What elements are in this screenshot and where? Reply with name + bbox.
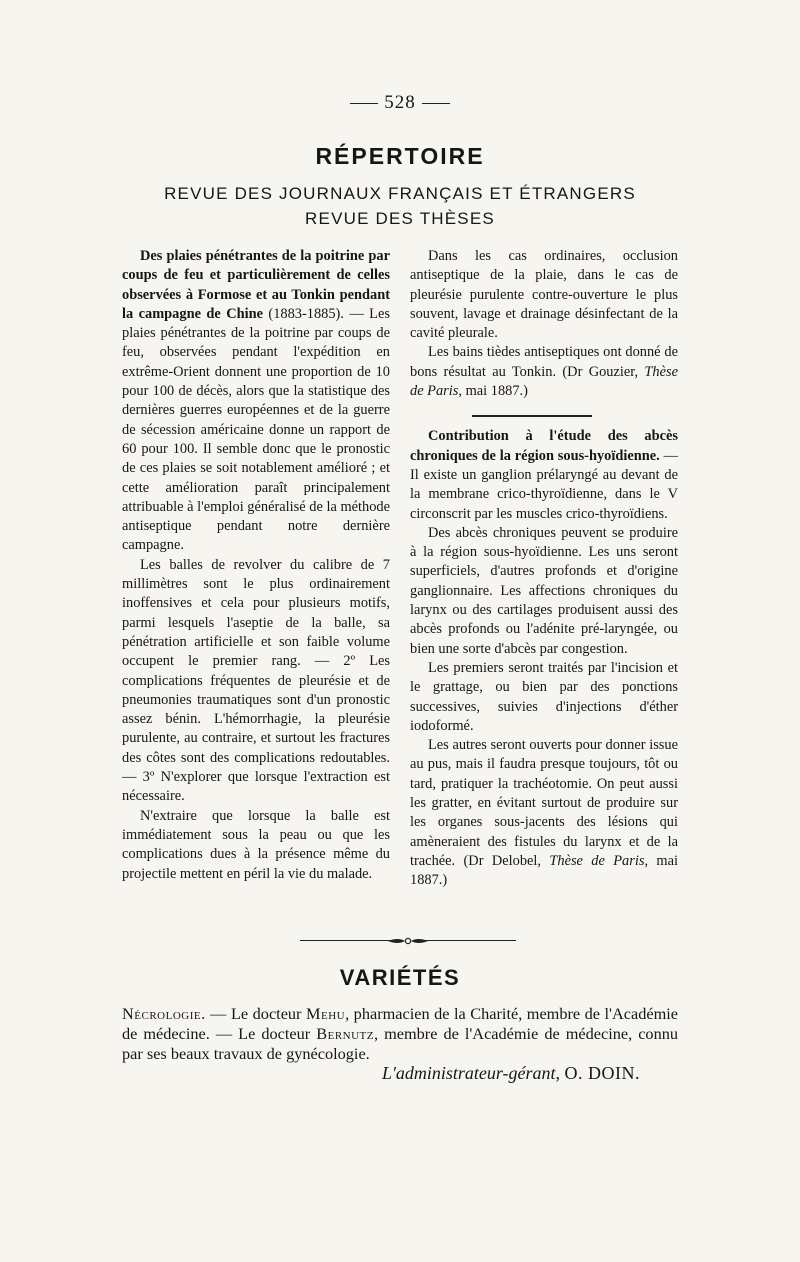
article-separator-rule — [472, 415, 592, 417]
varietes-title: VARIÉTÉS — [339, 965, 461, 990]
article1-paragraph-2: Les balles de revolver du calibre de 7 millimètres sont le plus ordinairement inoffensives et cela pour plusieurs motifs, parmi lesquels l'aseptie de la balle, sa pénétration artificielle et son faible volume occupent le premier rang. — 2º Les complications fréquentes de pleurésie et de pneumonies traumatiques sont d'un pronostic assez bénin. L'hémorrhagie, la pleurésie purulente, au contraire, et surtout les fractures des côtes sont des complications redoutables. — 3º N'explorer que lorsque l'extraction est nécessaire. — [122, 556, 390, 805]
article2-paragraph-2: Des abcès chroniques peuvent se produire à la région sous-hyoïdienne. Les uns seront superficiels, d'autres profonds et d'origine ganglionnaire. Les affections chroniques du larynx ou des cartilages produisent aussi des abcès profonds ou l'adénite pré-laryngée, ou bien une sorte d'abcès par congestion. — [410, 524, 678, 657]
left-column — [122, 247, 390, 884]
article-separator — [410, 401, 678, 427]
necrologie-text-1: — Le docteur — [205, 1004, 306, 1023]
article1-paragraph-1: — Les plaies pénétrantes de la poitrine par coups de feu, observées pendant l'expédition en extrême-Orient donnent une proportion de 10 pour 100 de décès, alors que la statistique des dernières guerres européennes et de la guerre de sécession américaine donne un rapport de 60 pour 100. Il semble donc que le pronostic de ces plaies se soit notablement amélioré ; et cette amélioration paraît principalement attribuable à l'emploi généralisé de la méthode antiseptique pendant notre dernière campagne. — [122, 305, 390, 554]
article1-dates: (1883-1885). — [268, 305, 344, 322]
signature — [300, 1063, 640, 1084]
divider-line-right — [424, 940, 516, 941]
page-number-dash-right — [422, 103, 450, 104]
signature-comma: , — [555, 1063, 565, 1083]
signature-role: L'administrateur-gérant — [382, 1063, 556, 1083]
article1-paragraph-3: N'extraire que lorsque la balle est immédiatement sous la peau ou que les complications dues à la présence même du projectile mettent en péril la vie du malade. — [122, 807, 390, 882]
article1-paragraph-5-text: Les bains tièdes antiseptiques ont donné de bons résultat au Tonkin. — [410, 344, 678, 380]
divider-ornament-icon — [388, 937, 428, 945]
page-number-dash-left — [350, 103, 378, 104]
ornamental-divider — [300, 937, 516, 945]
page-number — [0, 92, 800, 114]
article1-opening-paragraph — [122, 247, 390, 556]
section-title: RÉPERTOIRE — [315, 143, 485, 169]
necrologie-label: Nécrologie. — [122, 1004, 206, 1023]
article1-citation-suffix: , mai 1887.) — [458, 383, 528, 400]
section-subtitle-journals: REVUE DES JOURNAUX FRANÇAIS ET ÉTRANGERS — [164, 184, 636, 203]
article2-paragraph-4-text: Les autres seront ouverts pour donner issue au pus, mais il faudra presque toujours, tôt ou tard, pratiquer la trachéotomie. On peut aussi les gratter, en évitant surtout de produire sur les organes sous-jacents des lésions qui amèneraient des fistules du larynx et de la trachée. — [410, 737, 678, 869]
signature-name: O. DOIN. — [564, 1063, 640, 1083]
necrologie-name-2: Bernutz — [316, 1024, 374, 1043]
necrologie-text-2: , pharmacien de la Charité, membre de l'Académie de médecine. — Le docteur — [122, 1004, 678, 1043]
page-number-text: 528 — [384, 92, 416, 113]
article2-citation-prefix: (Dr Delobel, — [463, 852, 550, 869]
right-column — [410, 247, 678, 891]
article1-citation-prefix: (Dr Gouzier, — [562, 363, 645, 380]
article2-paragraph-3: Les premiers seront traités par l'incision et le grattage, ou bien par des ponctions successives, suivies d'injections d'éther iodoformé. — [410, 659, 678, 734]
article2-title: Contribution à l'étude des abcès chroniques de la région sous-hyoïdienne. — [410, 428, 678, 464]
necrologie-text-3: , membre de l'Académie de médecine, connu par ses beaux travaux de gynécologie. — [122, 1024, 678, 1063]
article2-paragraph-1: — Il existe un ganglion prélaryngé au devant de la membrane crico-thyroïdienne, dans le V circonscrit par les muscles crico-thyroïdiens. — [410, 447, 678, 522]
article2-citation-work: Thèse de Paris — [549, 852, 645, 869]
article2-paragraph-4 — [410, 736, 678, 890]
section-subtitle-theses: REVUE DES THÈSES — [305, 209, 495, 228]
article1-citation-work: Thèse de Paris — [410, 363, 678, 400]
article2-opening-paragraph — [410, 427, 678, 523]
divider-line-left — [300, 940, 392, 941]
article2-citation-suffix: , mai 1887.) — [410, 852, 678, 889]
article1-title: Des plaies pénétrantes de la poitrine par coups de feu et particulièrement de celles observées à Formose et au Tonkin pendant la campagne de Chine — [122, 248, 390, 322]
necrologie-paragraph — [122, 1004, 678, 1064]
article1-paragraph-4: Dans les cas ordinaires, occlusion antiseptique de la plaie, dans le cas de pleurésie purulente contre-ouverture le plus souvent, lavage et drainage désinfectant de la cavité pleurale. — [410, 248, 678, 342]
article1-paragraph-5 — [410, 343, 678, 401]
necrologie-name-1: Mehu — [306, 1004, 346, 1023]
